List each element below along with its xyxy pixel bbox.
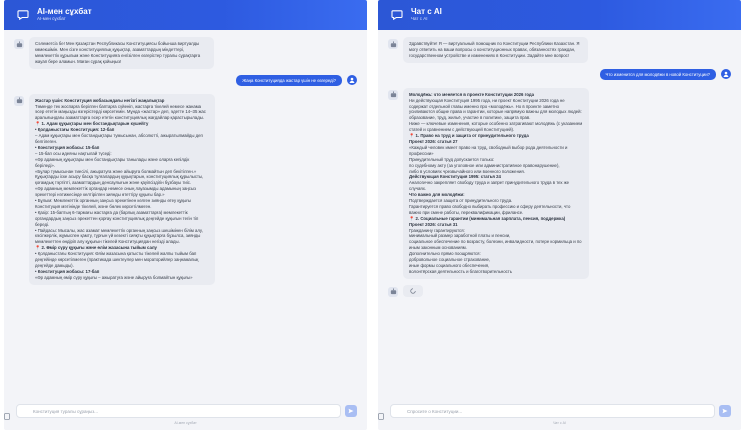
answer-body xyxy=(403,88,589,279)
bot-icon xyxy=(14,39,24,49)
send-button[interactable] xyxy=(719,405,731,417)
chat-panel-russian xyxy=(378,0,741,430)
send-icon xyxy=(348,408,354,414)
answer-line: Принудительный труд допускается только: xyxy=(409,156,495,162)
bot-icon xyxy=(14,96,24,106)
chat-panel-kazakh xyxy=(4,0,367,430)
answer-line: Что важно для молодёжи: xyxy=(409,192,465,198)
chat-header xyxy=(4,0,367,30)
bot-greeting: Сәлеметсіз бе! Мен Қазақстан Республикасы Конституциясы бойынша виртуалды көмекшімін. Мен сізге конституциялық құқықтар, азаматтардың міндеттері, мемлекеттік құрылым және Конституцияға енгізілген өзгерістер туралы сұрақтарға жауап бере аламын. Маған сұрақ қойыңыз! xyxy=(29,37,214,69)
user-question: Что изменится для молодёжи в новой Конституции? xyxy=(600,69,717,80)
answer-line: Действующая Конституция 1995: статья 24 xyxy=(409,174,501,180)
bot-answer xyxy=(388,88,731,279)
answer-line: иные формы социального обеспечения, xyxy=(409,263,490,268)
answer-line: Проект 2026: статья 27 xyxy=(409,138,458,144)
answer-line: • Пайдасы: Мысалы, жас азамат мемлекеттік органның заңсыз шешімінен білім алу, кәсіпкерлік, жұмыспен қамту, тұрғын үй кезекті сияқты құқықтарға бұзылса, зиянды мемлекеттен өндіріп алу құқығын тікелей Конституциядан негізді алады. xyxy=(35,227,203,245)
answer-line: – 15-бап осы идеяны нақтылай түседі: xyxy=(35,150,112,156)
send-icon xyxy=(722,408,728,414)
answer-line: Құқықтарды іске асыру басқа тұлғалардың құқықтарын, конституциялық құрылысты, қоғамдық тәртіпті, азаматтардың денсаулығын және қауіпсіздігін бұзбауы тиіс. xyxy=(35,174,204,186)
answer-line: добровольное социальное страхование, xyxy=(409,257,491,263)
answer-line: Ни действующая Конституция 1995 года, ни проект Конституции 2026 года не содержат отдельной главы именно про «молодёжь». Но в проекте заметно усиливаются общие права и гарантии, которые напрямую важны для молодых людей: образование, труд, жильё, участие в политике, защита прав. xyxy=(409,97,582,121)
bot-greeting: Здравствуйте! Я — виртуальный помощник по Конституции Республики Казахстан. Я могу ответить на ваши вопросы о конституционных правах, обязанностях граждан, государственном устройстве и изменениях в Конституции. Задайте мне вопрос! xyxy=(403,37,588,63)
user-icon xyxy=(347,75,357,85)
answer-line: Дополнительно прямо поощряются: xyxy=(409,251,481,257)
chat-footer xyxy=(4,400,367,430)
answer-line: Подтверждается защита от принудительного труда. xyxy=(409,198,513,204)
bot-answer xyxy=(14,94,357,285)
header-title: AI-мен сұхбат xyxy=(37,7,92,17)
send-button[interactable] xyxy=(345,405,357,417)
bot-message xyxy=(14,37,357,69)
user-question: Жаңа Конституцияда жастар үшін не өзгереді? xyxy=(236,75,342,86)
answer-line: «Бұлар тумысынан тиесілі, ажыратуға және айыруға болмайтын деп бекітілген.» xyxy=(35,168,197,174)
user-icon xyxy=(721,69,731,79)
chat-messages[interactable] xyxy=(378,34,741,400)
answer-line: • Қолданыстағы Конституция: 12-бап xyxy=(35,127,115,133)
answer-line: либо в условиях чрезвычайного или военного положения. xyxy=(409,168,525,174)
answer-line: Проект 2026: статья 31 xyxy=(409,221,458,227)
chat-footer xyxy=(378,400,741,430)
chat-header xyxy=(378,0,741,30)
attach-icon[interactable] xyxy=(378,407,384,414)
answer-line: Төменде тек жоспарға берілген баптарға сүйеніп, жастарға тікелей немесе жанама әсер ететін маңызды өзгерістерді көрсетемін. Мұнда «жастар» деп, әдетте 14–35 жас аралығындағы азаматтарға әсер ететін конституциялық жағдайлар қарастырылады. xyxy=(35,103,206,121)
chat-icon xyxy=(16,9,30,21)
answer-line: Молодёжь: что меняется в проекте Конституции 2026 года xyxy=(409,91,535,97)
answer-line: • Конституция жобасы: 15-бап xyxy=(35,144,100,150)
message-input[interactable] xyxy=(16,404,341,418)
bot-icon xyxy=(388,90,398,100)
answer-line: • Қолданыстағы Конституция: Өлім жазасына қатысты тікелей жалпы тыйым бап деңгейінде көрсетілмеген (практикада шектеулер мен мораторийлер заңнамалық деңгейде дамыды). xyxy=(35,251,199,268)
bot-message xyxy=(388,37,731,63)
answer-line: социальное обеспечение по возрасту, болезни, инвалидности, потере кормильца и по иным законным основаниям. xyxy=(409,239,582,251)
input-placeholder: Спросите о Конституции... xyxy=(407,408,463,414)
answer-line: Гарантируется право свободно выбирать профессию и сферу деятельности, что важно при смене работы, переквалификации, фрилансе. xyxy=(409,203,571,215)
header-title: Чат с AI xyxy=(411,7,442,17)
answer-line: «Әр адамның өмір сүру құқығы – ажыратуға және айыруға болмайтын құқығы» xyxy=(35,274,193,280)
answer-line: 📍 1. Адам құқықтары мен бостандықтарын күшейту xyxy=(35,121,149,127)
attach-icon[interactable] xyxy=(4,407,10,414)
answer-line: • Қазір: 15-баптың 6-тармағы жастарға да (барлық азаматтарға) мемлекеттік органдардың заңсыз әрекеттен қорғау конституциялық деңгейде құқығын тегін тіп береді. xyxy=(35,209,199,227)
spinner-icon xyxy=(403,285,423,297)
answer-line: «Каждый человек имеет право на труд, свободный выбор рода деятельности и профессии» xyxy=(409,144,568,156)
answer-line: • Конституция жобасы: 17-бап xyxy=(35,268,100,274)
chat-icon xyxy=(390,9,404,21)
bot-icon xyxy=(388,39,398,49)
answer-line: по судебному акту (за уголовное или административное правонарушение), xyxy=(409,162,560,168)
bot-typing xyxy=(388,285,731,297)
user-message xyxy=(14,75,357,86)
footer-hint: Чат с AI xyxy=(553,421,566,425)
answer-line: Гражданину гарантируются: xyxy=(409,227,465,233)
answer-line: Аналогично закрепляет свободу труда и запрет принудительного труда в тех же случаях. xyxy=(409,180,570,192)
chat-messages[interactable] xyxy=(4,34,367,400)
answer-line: • Бұлым: Мемлекеттік органның заңсыз әрекетінен келген зиянды өтеу құқығы Конституция мәтінінде тікелей, және бөлек көрсетілмеген. xyxy=(35,198,192,209)
answer-line: 📍 2. Социальные гарантии (минимальная зарплата, пенсия, поддержка) xyxy=(409,215,566,221)
user-message xyxy=(388,69,731,80)
footer-hint: AI-мен сұхбат xyxy=(174,421,197,425)
answer-line: волонтёрская деятельность и благотворительность xyxy=(409,268,513,274)
bot-icon xyxy=(388,287,398,297)
answer-line: 📍 1. Право на труд и защита от принудительного труда xyxy=(409,133,529,139)
answer-line: «Әр адамның мемлекеттік органдар немесе оның лауазымды адамының заңсыз әрекеттері нәтижесінде келтірілген зиянды өтеттіру құқығы бар.» xyxy=(35,186,196,198)
answer-body xyxy=(29,94,215,285)
answer-line: – Адам құқықтары мен бостандықтары тумысынан, абсолютті, ажыратылмайды деп белгілеген. xyxy=(35,133,203,144)
answer-line: минимальный размер заработной платы и пенсии, xyxy=(409,233,511,239)
answer-line: «Әр адамның құқықтары мен бостандықтары танылады және оларға кепілдік беріледі». xyxy=(35,156,190,168)
header-subtitle: Чат с AI xyxy=(411,15,428,21)
answer-line: 📍 2. Өмір сүру құқығы және өлім жазасына тыйым салу xyxy=(35,245,157,251)
answer-line: Ниже — ключевые изменения, которые особенно затрагивают молодёжь (с указанием статей и сравнением с действующей Конституцией). xyxy=(409,121,583,133)
input-placeholder: Конституция туралы сұраңыз... xyxy=(33,408,99,414)
answer-line: Жастар үшін: Конституция жобасындағы негізгі жаңалықтар xyxy=(35,97,165,103)
header-subtitle: AI-мен сұхбат xyxy=(37,15,66,21)
message-input[interactable] xyxy=(390,404,715,418)
